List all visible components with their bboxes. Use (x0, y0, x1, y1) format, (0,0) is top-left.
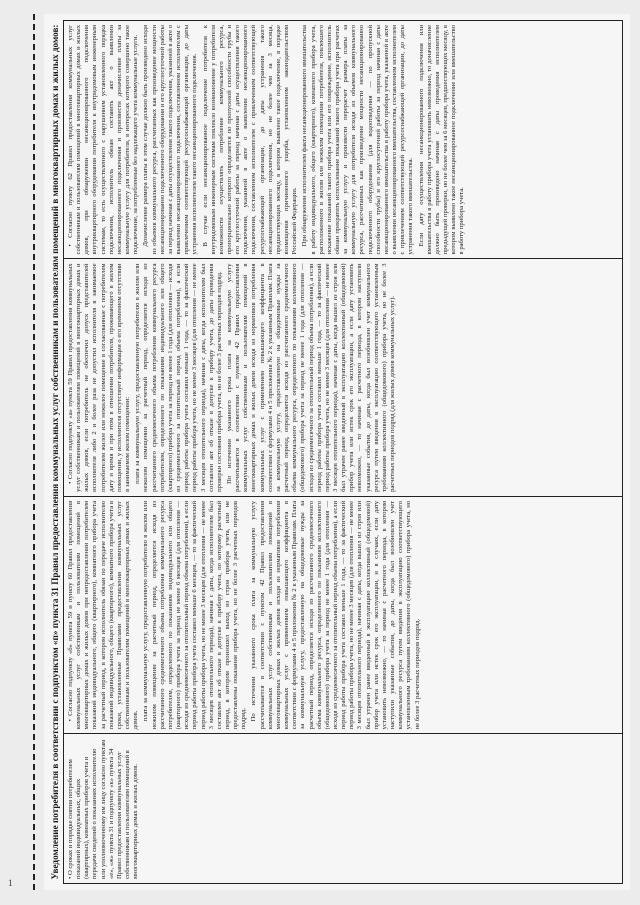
rotated-document-sheet (44, 14, 630, 890)
column-3-paragraph: По истечении указанного срока плата за коммунальную услугу рассчитывается в соответствии с пунктом 42 Правил предоставления коммунальных услуг собственникам и пользователям помещений в многоквартирных домах и жилых домов исходя из нормативов потребления коммунальных услуг с применением повышающего коэффициента в соответствии с формулами 4 и 5 приложения № 2 к указанным Правилам. Плата за коммунальную услугу, предоставленную на общедомовые нужды за расчетный период, определяется исходя из рассчитанного среднемесячного объема коммунального ресурса, определенного по показаниям коллективного (общедомового) прибора учета за период не менее 1 года (для отопления — исходя из среднемесячного за отопительный период объема потребления), а если период работы прибора учета составил меньше 1 года, — то за фактический период работы прибора учета, но не менее 3 месяцев (для отопления — не менее 3 месяцев отопительного периода), начиная с даты, когда вышел из строя или был утрачен ранее введенный в эксплуатацию коллективный (общедомовой) прибор учета или истек срок его эксплуатации, а если дату установить невозможно, — то начиная с расчетного периода, в котором наступили указанные события, до даты, когда был возобновлен учет коммунального ресурса путем введения в эксплуатацию соответствующего установленным требованиям коллективного (общедомового) прибора учета, но не более 3 расчетных периодов подряд (для жилых домов коммунальных услуг). (225, 263, 397, 492)
column-4-paragraph: • Согласно пункту 62 Правил предоставления коммунальных услуг собственникам и пользователям помещений в многоквартирных домах и жилых домов, при обнаружении несанкционированного подключения внутриквартирного оборудования потребителя к внутридомовым инженерным системам, то есть осуществленного с нарушением установленного порядка подключения, исполнитель обязан составить акт о выявлении несанкционированного подключения и произвести доначисление платы за коммунальную услугу для потребителя, в интересах которого совершено такое подключение, за потребленные без надлежащего учета коммунальные услуги. (67, 25, 140, 255)
column-2-paragraph: По истечении указанного срока плата за коммунальную услугу рассчитывается в соответствии с пунктом 42 Правил предоставления коммунальных услуг собственникам и пользователям помещений в многоквартирных домах и жилых домов исходя из нормативов потребления коммунальных услуг с применением повышающего коэффициента в соответствии с формулами 4 и 5 приложения № 2 к указанным Правилам. Плата за коммунальную услугу, предоставленную на общедомовые нужды за расчетный период, определяется исходя из рассчитанного среднемесячного объема коммунального ресурса, определенного по показаниям коллективного (общедомового) прибора учета за период не менее 1 года (для отопления — исходя из среднемесячного за отопительный период объема потребления), а если период работы прибора учета составил меньше 1 года, — то за фактический период работы прибора учета, но не менее 3 месяцев (для отопления — не менее 3 месяцев отопительного периода), начиная с даты, когда вышел из строя или был утрачен ранее введенный в эксплуатацию коллективный (общедомовой) прибор учета или истек срок его эксплуатации, и в случаях, если дату установить невозможно, — то начиная с расчетного периода, в котором наступили указанные события, до даты, когда был возобновлен учет коммунального ресурса путем введения в эксплуатацию соответствующего установленным требованиям коллективного (общедомового) прибора учета, но не более 3 расчетных периодов подряд. (250, 500, 421, 730)
column-1 (64, 733, 622, 883)
column-4 (64, 21, 622, 258)
column-4-paragraph: Доначисление размера платы в этом случае должно быть произведено исходя из объемов коммунального ресурса, рассчитанных как произведение мощности несанкционированно подключенного оборудования и его круглосуточной работы за период начиная с даты осуществления такого подключения, указанной в акте о выявлении несанкционированного подключения, составленном исполнителем с привлечением соответствующей ресурсоснабжающей организации, до даты устранения исполнителем такого несанкционированного подключения. (142, 25, 199, 255)
column-3 (64, 258, 622, 495)
column-1-paragraph: • О сроках и порядке снятия потребителем показаний индивидуальных, общих (квартирных), комнатных приборов учета и передачи сведений о показаниях исполнителю или уполномоченному им лицу согласно пунктам «е», «ж» пункта 31 и подпункту «к» пункта 34 Правил предоставления коммунальных услуг собственникам и пользователям помещений в многоквартирных домах и жилых домов. (67, 739, 140, 879)
column-4-paragraph: Если дату осуществления несанкционированного подключения или вмешательства в работу прибора учета установить невозможно, то доначисление должно быть произведено начиная с даты проведения исполнителем предыдущей проверки, но не более чем за 6 месяцев, предшествующих месяцу, в котором выявлено такое несанкционированное подключение или вмешательство в работу прибора учета. (417, 25, 466, 255)
notice-table (63, 20, 623, 884)
cut-line (33, 14, 35, 890)
column-2-paragraph: • Согласно подпункту «б» пункта 59 и пункту 60 Правил предоставления коммунальных услуг собственникам и пользователям помещений в многоквартирных домах и жилых домов при непредоставлении потребителем показаний индивидуального, общего (квартирного), комнатного прибора учета за расчетный период, в котором исполнитель обязан по передаче исполнителю показаний индивидуального, общего (квартирного), комнатного прибора учета в сроки, установленные Правилами предоставления коммунальных услуг собственникам и пользователям помещений в многоквартирных домах и жилых домов. (67, 500, 140, 730)
column-3-paragraph: плата за коммунальную услугу, предоставленную потребителю в жилом или нежилом помещении за расчетный период, определяется исходя из рассчитанного среднемесячного объема потребления коммунального ресурса потребителем, определенного по показаниям индивидуального или общего (квартирного) прибора учета за период не менее 1 года (для отопления — исходя из среднемесячного за отопительный период объема потребления), а если период работы прибора учета составил меньше 1 года, — то за фактический период работы прибора учета, но не менее 3 месяцев (для отопления — не менее 3 месяцев отопительного периода), начиная с даты, когда исполнителем был составлен акт об отказе в допуске к прибору учета, до даты проведения проверки состояния прибора учета, но не более 3 расчетных периодов подряд. (134, 263, 223, 492)
column-2 (64, 496, 622, 733)
column-4-paragraph: В случае если несанкционированное подключение потребителя к внутридомовым инженерным системам повлекло возникновение у потребителя возможности осуществлять потребление коммунального ресурса, пропорционально которого определяется по пропускной способности трубы и его круглосуточной работы за период начиная с даты осуществления такого подключения, указанной в акте о выявлении несанкционированного подключения, составленном исполнителем с привлечением соответствующей ресурсоснабжающей организации, до даты устранения такого несанкционированного подключения, но не более чем за 3 месяца, предшествующих месяцу, в котором выявлено такое подключение, в порядке возмещения причиненного ущерба, установленном законодательством Российской Федерации. (201, 25, 299, 255)
column-3-paragraph: • Согласно подпункту «а» пункта 59 Правил предоставления коммунальных услуг собственникам и пользователям помещений в многоквартирных домах и жилых домов, если потребитель не обеспечил допуск представителей исполнителя либо 2 и более раза не допустил исполнителя в занимаемое потребителем жилое или нежилое помещение в согласованные с потребителем дату и время и при этом в отношении потребителя, проживающего в жилом помещении, у исполнителя отсутствует информация о его временном отсутствии в занимаемом жилом помещении: (67, 263, 132, 492)
page-number: 1 (8, 878, 13, 888)
column-2-paragraph: плата за коммунальную услугу, предоставленную потребителю в жилом или нежилом помещении за расчетный период, определяется исходя из рассчитанного среднемесячного объема потребления коммунального ресурса потребителем, определенного по показаниям индивидуального или общего (квартирного) прибора учета за период не менее 6 месяцев (для отопления — исходя из среднемесячного за отопительный период объема потребления), а если период работы прибора учета составил меньше 6 месяцев, — то за фактический период работы прибора учета, но не менее 3 месяцев (для отопления — не менее 3 месяцев отопительного периода), начиная с даты, когда исполнителем был составлен акт об отказе в допуске к прибору учета, по которому расчетный период, в котором произошел выход из строя прибора учета, или не предоставлены показания прибора учета, но не более 3 расчетных периодов подряд. (142, 500, 248, 730)
document-heading: Уведомление потребителя в соответствии с подпунктом «п» пункта 31 Правил предоставления коммунальных услуг собственникам и пользователям помещений в многоквартирных домах и жилых домов: (50, 24, 60, 880)
column-4-paragraph: При обнаружении исполнителем факта несанкционированного вмешательства в работу индивидуального, общего (квартирного), комнатного прибора учета, расположенного в жилом или нежилом помещении потребителя, повлекшего искажение показаний такого прибора учета или его повреждение, исполнитель обязан прекратить использование показаний такого прибора учета при расчетах за коммунальную услугу и произвести перерасчет размера платы за коммунальную услугу для потребителя исходя из объемов коммунального ресурса, рассчитанных как произведение мощности несанкционированно подключенного оборудования (для водоотведения — по пропускной способности трубы) и его круглосуточной работы за период начиная с даты несанкционированного вмешательства в работу прибора учета, указанной в акте о выявлении несанкционированного вмешательства, составленном исполнителем с привлечением соответствующей ресурсоснабжающей организации, до даты устранения такого вмешательства. (301, 25, 415, 255)
